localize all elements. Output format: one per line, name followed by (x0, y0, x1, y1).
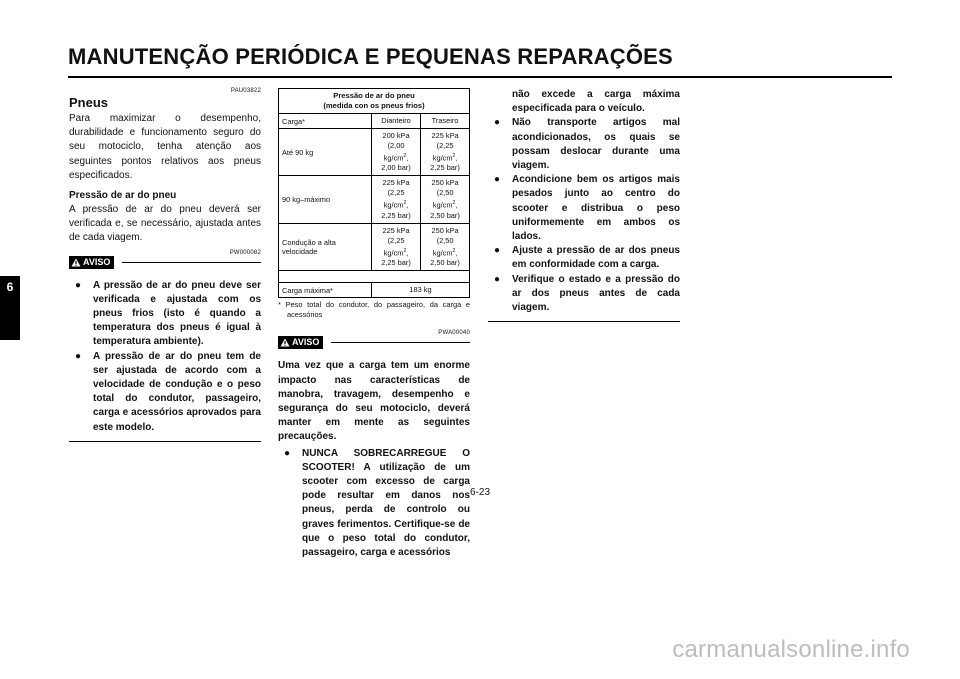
aviso-badge (69, 256, 114, 269)
table-row (279, 176, 470, 223)
warning-paragraph: Uma vez que a carga tem um enorme impacto nas características de manobra, travagem, desempenho e segurança do seu motociclo, deverá manter em mente as seguintes precauções. (278, 360, 470, 443)
max-load-row (279, 283, 470, 298)
watermark: carmanualsonline.info (672, 636, 910, 663)
column-3 (488, 88, 680, 322)
warning-triangle-icon (71, 258, 81, 267)
table-header-cell: Dianteiro (371, 114, 420, 129)
reference-code: PW000082 (229, 249, 261, 256)
table-row (279, 223, 470, 270)
chapter-tab: 6 (0, 276, 20, 340)
precaution-list-continued (488, 116, 680, 315)
aviso-rule (122, 262, 261, 263)
table-cell: 90 kg–máximo (279, 176, 372, 223)
reference-code: PWA00040 (438, 330, 470, 337)
table-cell: 225 kPa (2,25 $kg/cm^2$, 2,25 bar) (371, 223, 420, 270)
list-item: ● NUNCA SOBRECARREGUE O SCOOTER! A utilização de um scooter com excesso de carga pode resultar em danos nos pneus, perda de controlo ou graves ferimentos. Certifique-se de que o peso total do condutor, passageiro, carga e acessórios (284, 447, 470, 559)
table-footnote: * Peso total do condutor, do passageiro, da carga e acessórios (278, 300, 470, 320)
warning-end-rule (488, 321, 680, 322)
reference-code: PAU03822 (230, 88, 261, 94)
table-cell: 250 kPa (2,50 $kg/cm^2$, 2,50 bar) (421, 223, 470, 270)
table-cell: Condução a alta velocidade (279, 223, 372, 270)
table-cell: Até 90 kg (279, 129, 372, 176)
table-row (279, 129, 470, 176)
aviso-badge (278, 336, 323, 349)
list-item: ● Acondicione bem os artigos mais pesados junto ao centro do scooter e distribua o peso uniformemente em ambos os lados. (494, 174, 680, 243)
list-item: ● A pressão de ar do pneu deve ser verificada e ajustada com os pneus frios (isto é quando a temperatura dos pneus é igual à temperatura ambiente). (75, 279, 261, 348)
list-item: ● Ajuste a pressão de ar dos pneus em conformidade com a carga. (494, 245, 680, 271)
list-item: ● Não transporte artigos mal acondicionados, os quais se possam deslocar durante uma viagem. (494, 117, 680, 172)
bullet-icon: ● (494, 245, 501, 257)
aviso-header (278, 336, 470, 349)
page-number: 6-23 (469, 487, 490, 498)
table-cell: 250 kPa (2,50 $kg/cm^2$, 2,50 bar) (421, 176, 470, 223)
page-header-title: MANUTENÇÃO PERIÓDICA E PEQUENAS REPARAÇÕES (68, 44, 673, 69)
continuation-text: não excede a carga máxima especificada para o veículo. (512, 89, 680, 115)
table-cell: 225 kPa (2,25 $kg/cm^2$, 2,25 bar) (421, 129, 470, 176)
table-header-row (279, 114, 470, 129)
aviso-label: AVISO (292, 337, 320, 348)
list-item: ● A pressão de ar do pneu tem de ser ajustada de acordo com a velocidade de condução e o peso total do condutor, passageiro, carga e acessórios aprovados para este modelo. (75, 350, 261, 433)
bullet-icon: ● (75, 279, 82, 291)
table-cell: Carga máxima* (279, 283, 372, 298)
list-item: ● Verifique o estado e a pressão do ar dos pneus antes de cada viagem. (494, 273, 680, 314)
table-header-cell: Traseiro (421, 114, 470, 129)
warning-end-rule (69, 441, 261, 442)
table-cell: 183 kg (371, 283, 469, 298)
table-cell: 225 kPa (2,25 $kg/cm^2$, 2,25 bar) (371, 176, 420, 223)
intro-paragraph: Para maximizar o desempenho, durabilidade e funcionamento seguro do seu motociclo, tenha atenção aos seguintes pontos relativos aos pneus especificados. (69, 113, 261, 181)
header-rule (68, 76, 892, 78)
warning-triangle-icon (280, 338, 290, 347)
aviso-label: AVISO (83, 256, 111, 267)
precaution-list (278, 447, 470, 561)
table-header-cell: Carga* (279, 114, 372, 129)
warning-list (69, 279, 261, 435)
subheading: Pressão de ar do pneu (69, 190, 177, 202)
tire-pressure-table (278, 88, 470, 298)
bullet-icon: ● (494, 174, 501, 186)
column-1 (69, 88, 261, 442)
bullet-icon: ● (494, 117, 501, 129)
bullet-icon: ● (284, 447, 291, 459)
body-paragraph: A pressão de ar do pneu deverá ser verificada e, se necessário, ajustada antes de cada viagem. (69, 204, 261, 244)
bullet-icon: ● (494, 273, 501, 285)
table-cell: 200 kPa (2,00 $kg/cm^2$, 2,00 bar) (371, 129, 420, 176)
table-spacer-row (279, 271, 470, 283)
aviso-header (69, 256, 261, 269)
bullet-icon: ● (75, 350, 82, 362)
table-title: Pressão de ar do pneu (medida con os pneus frios) (279, 89, 470, 114)
section-title: Pneus (69, 95, 109, 110)
aviso-rule (331, 342, 470, 343)
